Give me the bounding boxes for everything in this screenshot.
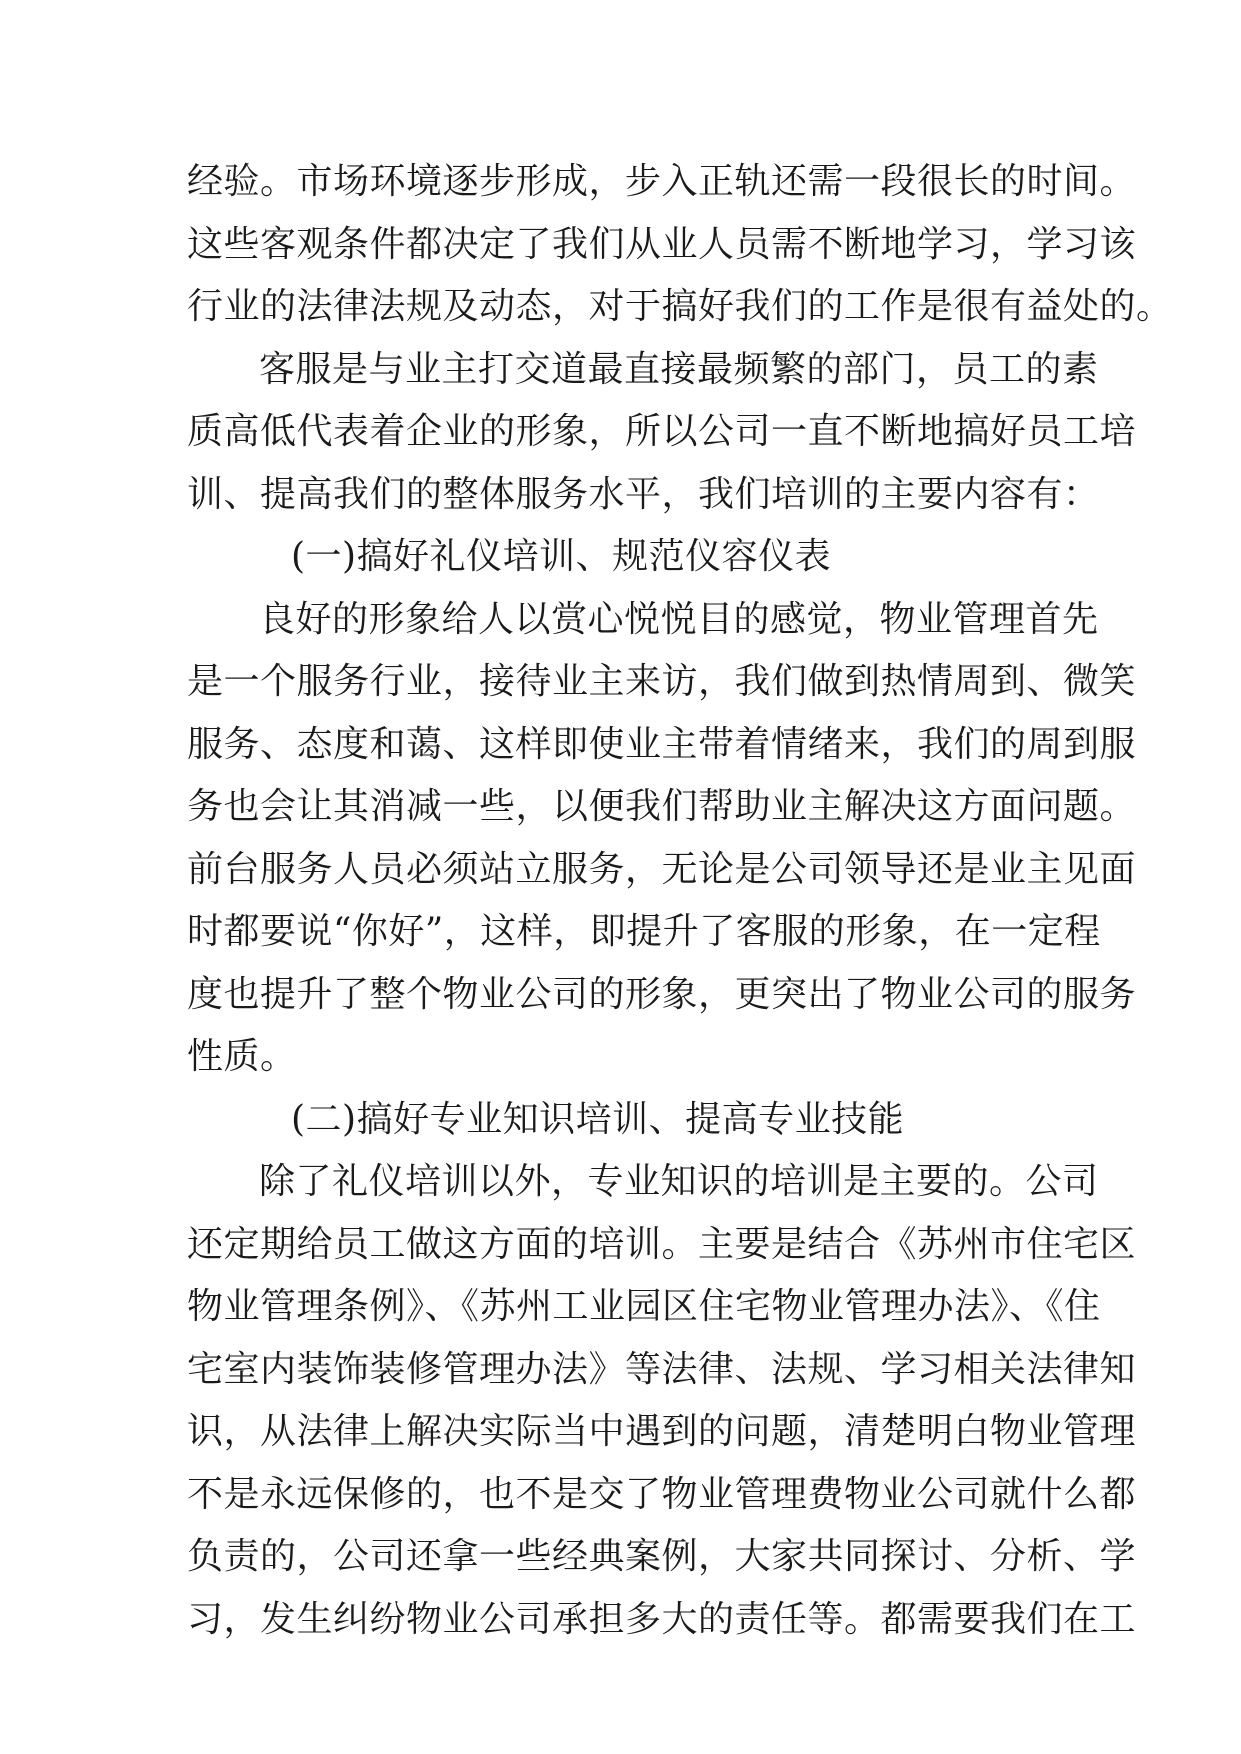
text-line: 识，从法律上解决实际当中遇到的问题，清楚明白物业管理 bbox=[187, 1411, 1137, 1452]
text-line: 服务、态度和蔼、这样即使业主带着情绪来，我们的周到服 bbox=[187, 723, 1137, 765]
text-line: 不是永远保修的，也不是交了物业管理费物业公司就什么都 bbox=[187, 1473, 1137, 1515]
text-line: 质高低代表着企业的形象，所以公司一直不断地搞好员工培 bbox=[187, 411, 1137, 452]
text-line: 时都要说“你好”，这样，即提升了客服的形象，在一定程 bbox=[187, 911, 1101, 952]
text-line: 还定期给员工做这方面的培训。主要是结合《苏州市住宅区 bbox=[187, 1223, 1137, 1265]
text-line: 行业的法律法规及动态，对于搞好我们的工作是很有益处的。 bbox=[187, 286, 1173, 327]
text-line: 前台服务人员必须站立服务，无论是公司领导还是业主见面 bbox=[187, 848, 1137, 890]
document-body bbox=[187, 151, 1173, 1651]
text-line: 宅室内装饰装修管理办法》等法律、法规、学习相关法律知 bbox=[187, 1348, 1137, 1390]
text-line: 习，发生纠纷物业公司承担多大的责任等。都需要我们在工 bbox=[187, 1598, 1137, 1640]
text-line: 务也会让其消减一些，以便我们帮助业主解决这方面问题。 bbox=[187, 786, 1137, 827]
text-line: 负责的，公司还拿一些经典案例，大家共同探讨、分析、学 bbox=[187, 1536, 1137, 1577]
paragraph-first-line: 客服是与业主打交道最直接最频繁的部门，员工的素 bbox=[259, 348, 1099, 390]
text-line: 这些客观条件都决定了我们从业人员需不断地学习，学习该 bbox=[187, 223, 1137, 265]
paragraph-first-line: 除了礼仪培训以外，专业知识的培训是主要的。公司 bbox=[259, 1161, 1099, 1202]
text-line: 经验。市场环境逐步形成，步入正轨还需一段很长的时间。 bbox=[187, 161, 1137, 202]
text-line: 训、提高我们的整体服务水平，我们培训的主要内容有： bbox=[187, 473, 1100, 515]
paragraph-first-line: 良好的形象给人以赏心悦悦目的感觉，物业管理首先 bbox=[259, 598, 1099, 640]
text-line: 物业管理条例》、《苏州工业园区住宅物业管理办法》、《住 bbox=[187, 1286, 1101, 1327]
section-heading: (一)搞好礼仪培训、规范仪容仪表 bbox=[291, 536, 832, 577]
text-line: 性质。 bbox=[187, 1036, 297, 1077]
section-heading: (二)搞好专业知识培训、提高专业技能 bbox=[291, 1098, 905, 1140]
text-line: 是一个服务行业，接待业主来访，我们做到热情周到、微笑 bbox=[187, 661, 1137, 702]
text-line: 度也提升了整个物业公司的形象，更突出了物业公司的服务 bbox=[187, 973, 1137, 1015]
